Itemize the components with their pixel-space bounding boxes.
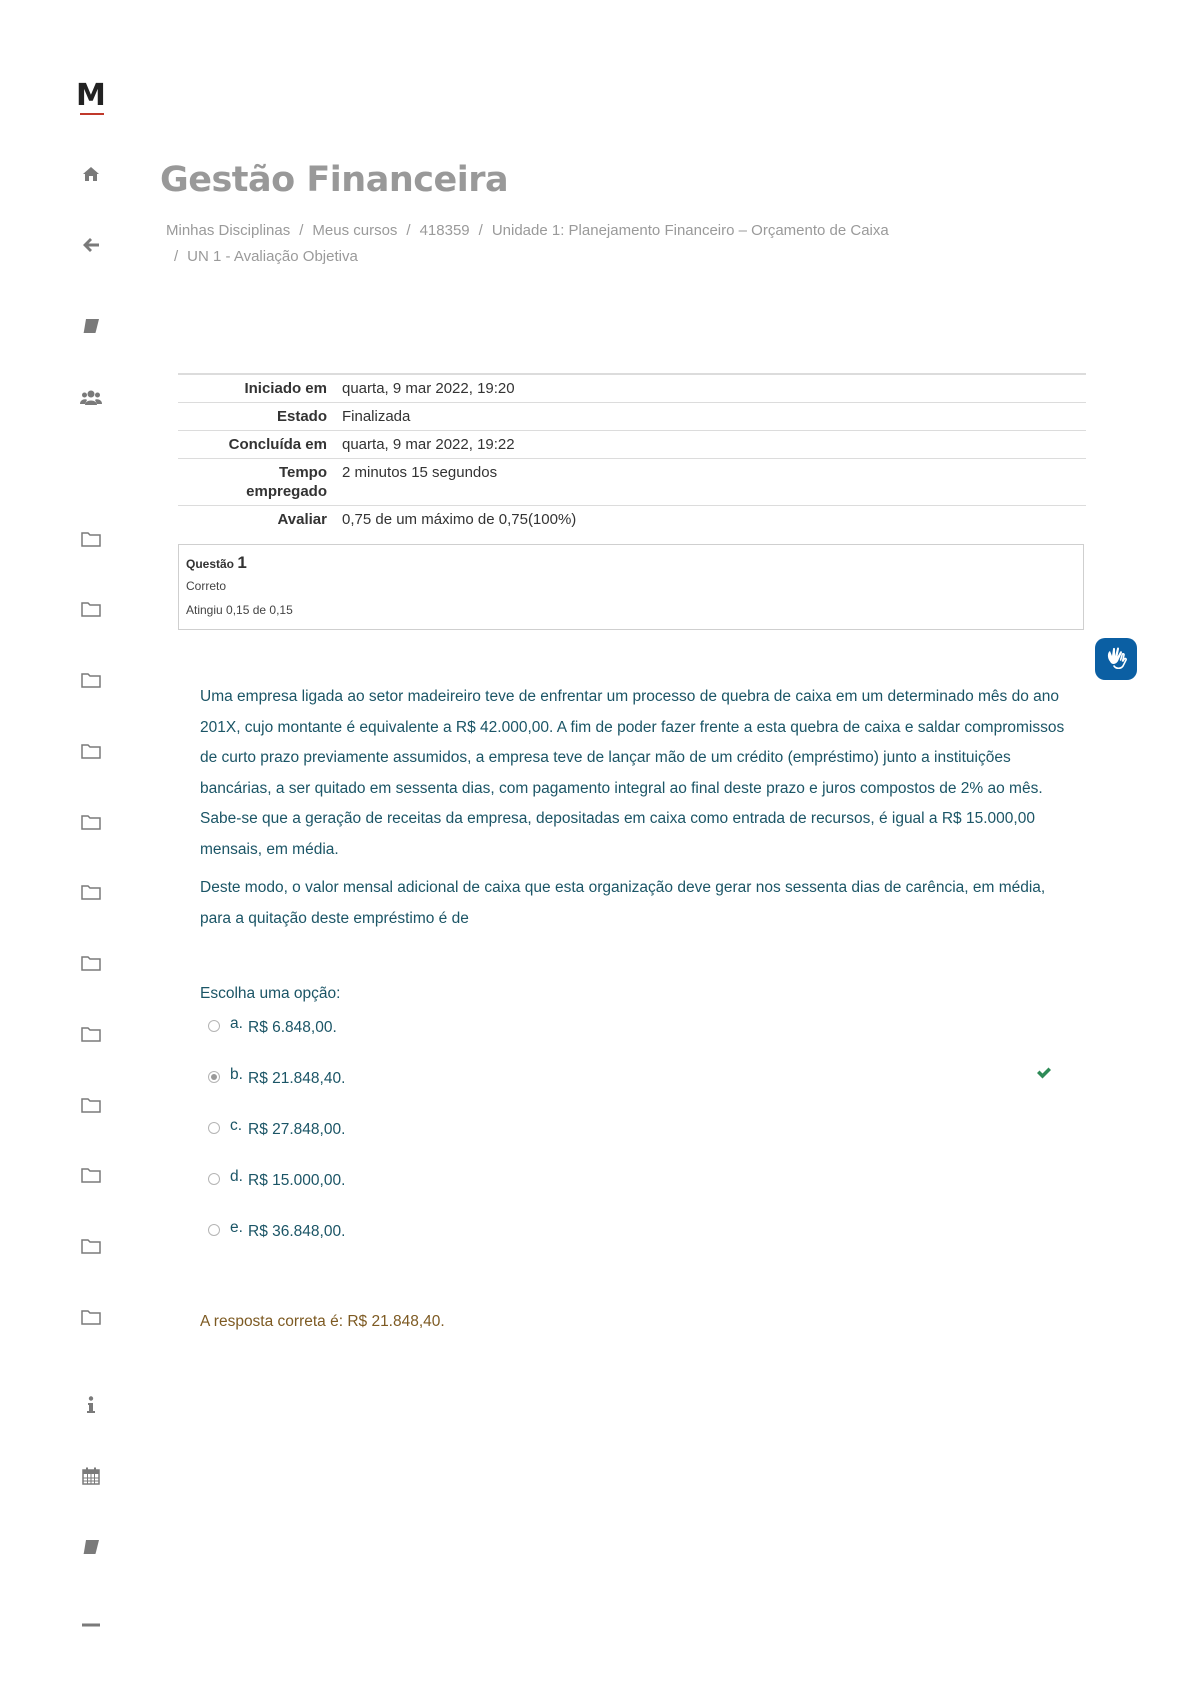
answer-letter: e. xyxy=(230,1219,243,1236)
radio-button[interactable] xyxy=(208,1122,220,1134)
question-state: Correto xyxy=(186,579,227,593)
folder-icon[interactable] xyxy=(76,739,106,763)
question-text xyxy=(200,682,1070,942)
time-label-line-1: Tempo xyxy=(278,464,327,481)
breadcrumb-separator: / xyxy=(478,222,483,239)
folder-icon[interactable] xyxy=(76,880,106,904)
breadcrumb-item[interactable]: Minhas Disciplinas xyxy=(166,222,291,239)
answer-text: R$ 27.848,00. xyxy=(248,1121,346,1138)
question-label: Questão xyxy=(186,557,235,571)
calendar-icon[interactable] xyxy=(76,1464,106,1488)
completed-label: Concluída em xyxy=(228,436,327,453)
accessibility-widget-button[interactable] xyxy=(1095,638,1137,680)
answer-letter: a. xyxy=(230,1015,243,1032)
breadcrumb-separator: / xyxy=(299,222,304,239)
question-paragraph: Deste modo, o valor mensal adicional de caixa que esta organização deve gerar nos sessenta dias de carência, em média, para a quitação deste empréstimo é de xyxy=(200,879,1046,927)
folder-icon[interactable] xyxy=(76,810,106,834)
answer-text: R$ 6.848,00. xyxy=(248,1019,337,1036)
breadcrumb-separator: / xyxy=(174,248,179,265)
home-icon[interactable] xyxy=(76,162,106,186)
radio-button[interactable] xyxy=(208,1224,220,1236)
folder-icon[interactable] xyxy=(76,597,106,621)
minus-icon[interactable] xyxy=(76,1613,106,1637)
answer-option-c[interactable] xyxy=(208,1117,1068,1147)
time-label-line-2: empregado xyxy=(246,483,327,500)
folder-icon[interactable] xyxy=(76,1022,106,1046)
time-value: 2 minutos 15 segundos xyxy=(342,464,498,481)
back-arrow-icon[interactable] xyxy=(76,233,106,257)
breadcrumb-item[interactable]: 418359 xyxy=(419,222,470,239)
attempt-summary xyxy=(178,373,1086,533)
correct-answer-feedback: A resposta correta é: R$ 21.848,40. xyxy=(200,1313,445,1330)
folder-icon[interactable] xyxy=(76,527,106,551)
answer-text: R$ 36.848,00. xyxy=(248,1223,346,1240)
grade-value: 0,75 de um máximo de 0,75(100%) xyxy=(342,511,577,528)
folder-icon[interactable] xyxy=(76,1093,106,1117)
check-icon xyxy=(1036,1066,1052,1085)
answer-option-e[interactable] xyxy=(208,1219,1068,1249)
answer-prompt: Escolha uma opção: xyxy=(200,985,341,1002)
summary-row-state xyxy=(178,403,1086,431)
answer-option-b[interactable] xyxy=(208,1066,1068,1096)
answer-text: R$ 21.848,40. xyxy=(248,1070,346,1087)
radio-button[interactable] xyxy=(208,1020,220,1032)
page-title: Gestão Financeira xyxy=(160,160,509,200)
state-value: Finalizada xyxy=(342,408,411,425)
question-number xyxy=(186,553,1076,573)
folder-icon[interactable] xyxy=(76,1163,106,1187)
question-paragraph: Uma empresa ligada ao setor madeireiro teve de enfrentar um processo de quebra de caixa em um determinado mês do ano 201X, cujo montante é equivalente a R$ 42.000,00. A fim de poder fazer frente a esta quebra de caixa e saldar compromissos de curto prazo previamente assumidos, a empresa teve de lançar mão de um crédito (empréstimo) junto a instituições bancárias, a ser quitado em sessenta dias, com pagamento integral ao final deste prazo e juros compostos de 2% ao mês. Sabe-se que a geração de receitas da empresa, depositadas em caixa como entrada de recursos, é igual a R$ 15.000,00 mensais, em média. xyxy=(200,688,1065,858)
started-label: Iniciado em xyxy=(244,380,327,397)
folder-icon[interactable] xyxy=(76,951,106,975)
grade-label: Avaliar xyxy=(277,511,327,528)
answer-letter: b. xyxy=(230,1066,243,1083)
question-info xyxy=(178,544,1084,630)
started-value: quarta, 9 mar 2022, 19:20 xyxy=(342,380,515,397)
answer-option-a[interactable] xyxy=(208,1015,1068,1045)
breadcrumb-separator: / xyxy=(406,222,411,239)
radio-button-selected[interactable] xyxy=(208,1071,220,1083)
book-icon[interactable] xyxy=(76,314,106,338)
breadcrumb xyxy=(166,218,1026,270)
breadcrumb-item[interactable]: UN 1 - Avaliação Objetiva xyxy=(187,248,358,265)
folder-icon[interactable] xyxy=(76,1234,106,1258)
answer-text: R$ 15.000,00. xyxy=(248,1172,346,1189)
summary-row-grade xyxy=(178,506,1086,534)
users-icon[interactable] xyxy=(76,385,106,409)
answer-letter: d. xyxy=(230,1168,243,1185)
radio-button[interactable] xyxy=(208,1173,220,1185)
state-label: Estado xyxy=(276,408,327,425)
sign-language-icon xyxy=(1103,646,1129,672)
question-number-value: 1 xyxy=(237,553,247,572)
summary-row-completed xyxy=(178,431,1086,459)
breadcrumb-item[interactable]: Unidade 1: Planejamento Financeiro – Orçamento de Caixa xyxy=(491,222,889,239)
answer-letter: c. xyxy=(230,1117,243,1134)
completed-value: quarta, 9 mar 2022, 19:22 xyxy=(342,436,515,453)
question-grade: Atingiu 0,15 de 0,15 xyxy=(186,603,293,617)
folder-icon[interactable] xyxy=(76,1305,106,1329)
breadcrumb-item[interactable]: Meus cursos xyxy=(312,222,398,239)
time-label xyxy=(178,459,342,506)
folder-icon[interactable] xyxy=(76,668,106,692)
site-logo[interactable]: M xyxy=(76,78,105,113)
answer-option-d[interactable] xyxy=(208,1168,1068,1198)
summary-row-time xyxy=(178,459,1086,506)
info-icon[interactable] xyxy=(76,1393,106,1417)
logo-accent xyxy=(80,113,104,115)
summary-row-started xyxy=(178,374,1086,403)
book-icon[interactable] xyxy=(76,1535,106,1559)
